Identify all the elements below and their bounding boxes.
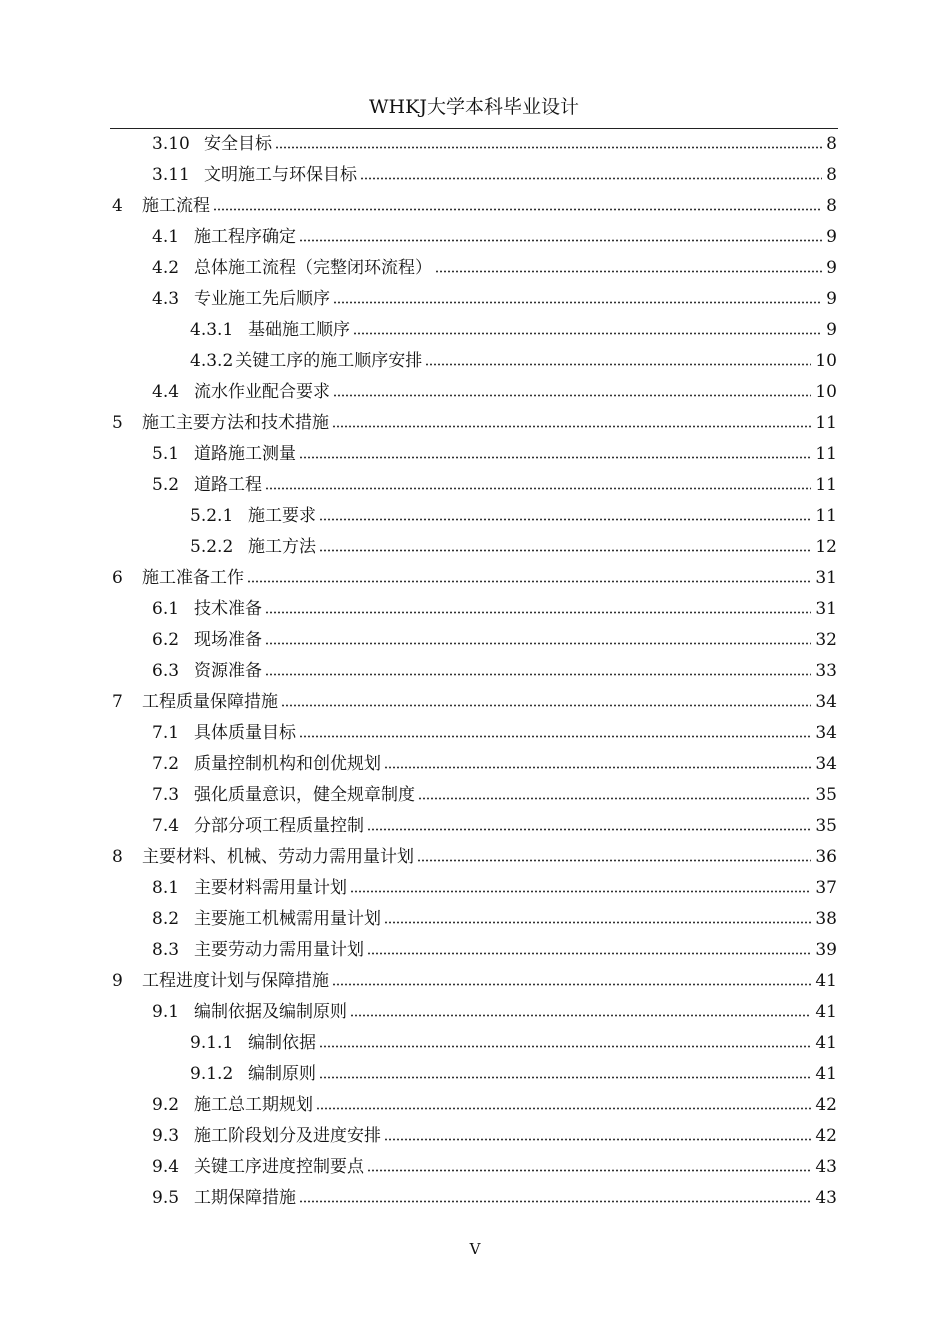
toc-dot-leader bbox=[350, 1014, 811, 1017]
toc-entry[interactable] bbox=[152, 1089, 837, 1120]
toc-dot-leader bbox=[332, 983, 811, 986]
toc-entry-title: 主要施工机械需用量计划 bbox=[194, 908, 381, 929]
toc-entry-page: 42 bbox=[815, 1094, 837, 1115]
toc-entry[interactable] bbox=[152, 779, 837, 810]
toc-entry-title: 道路工程 bbox=[194, 474, 262, 495]
toc-entry-page: 36 bbox=[815, 846, 837, 867]
toc-entry[interactable] bbox=[152, 438, 837, 469]
toc-entry[interactable] bbox=[152, 1151, 837, 1182]
toc-entry-page: 41 bbox=[815, 1001, 837, 1022]
toc-dot-leader bbox=[319, 1076, 811, 1079]
toc-entry-title: 质量控制机构和创优规划 bbox=[194, 753, 381, 774]
toc-entry-page: 41 bbox=[815, 970, 837, 991]
toc-entry-number: 7 bbox=[112, 691, 123, 712]
toc-entry-number: 7.4 bbox=[152, 815, 180, 836]
toc-entry-number: 9.2 bbox=[152, 1094, 180, 1115]
toc-entry-page: 34 bbox=[815, 753, 837, 774]
toc-entry-page: 41 bbox=[815, 1032, 837, 1053]
toc-entry-title: 施工准备工作 bbox=[142, 567, 244, 588]
toc-entry[interactable] bbox=[112, 841, 837, 872]
toc-entry[interactable] bbox=[190, 1027, 837, 1058]
toc-entry-number: 9.3 bbox=[152, 1125, 180, 1146]
toc-dot-leader bbox=[384, 921, 811, 924]
toc-entry-title: 文明施工与环保目标 bbox=[204, 164, 357, 185]
toc-dot-leader bbox=[299, 456, 811, 459]
toc-entry-title: 专业施工先后顺序 bbox=[194, 288, 330, 309]
toc-entry-page: 9 bbox=[826, 319, 837, 340]
toc-entry-page: 35 bbox=[815, 815, 837, 836]
toc-dot-leader bbox=[281, 704, 811, 707]
toc-dot-leader bbox=[247, 580, 811, 583]
toc-entry[interactable] bbox=[112, 407, 837, 438]
toc-dot-leader bbox=[332, 425, 811, 428]
toc-entry-page: 37 bbox=[815, 877, 837, 898]
toc-entry-title: 安全目标 bbox=[204, 133, 272, 154]
toc-dot-leader bbox=[367, 1169, 811, 1172]
toc-entry-number: 7.3 bbox=[152, 784, 180, 805]
toc-entry-title: 强化质量意识，健全规章制度 bbox=[194, 784, 415, 805]
toc-entry-page: 33 bbox=[815, 660, 837, 681]
toc-entry-number: 3.11 bbox=[152, 164, 190, 185]
toc-entry-title: 总体施工流程（完整闭环流程） bbox=[194, 257, 432, 278]
toc-entry-title: 主要材料需用量计划 bbox=[194, 877, 347, 898]
toc-entry[interactable] bbox=[152, 221, 837, 252]
toc-dot-leader bbox=[425, 363, 811, 366]
toc-dot-leader bbox=[384, 766, 811, 769]
toc-entry-title: 施工主要方法和技术措施 bbox=[142, 412, 329, 433]
toc-entry-number: 9 bbox=[112, 970, 123, 991]
toc-entry-page: 11 bbox=[815, 505, 837, 526]
toc-entry-number: 8.2 bbox=[152, 908, 180, 929]
toc-entry[interactable] bbox=[112, 190, 837, 221]
toc-entry-page: 31 bbox=[815, 598, 837, 619]
toc-entry-number: 4.1 bbox=[152, 226, 180, 247]
toc-entry-number: 7.1 bbox=[152, 722, 180, 743]
toc-dot-leader bbox=[316, 1107, 811, 1110]
toc-dot-leader bbox=[319, 518, 811, 521]
toc-entry-page: 43 bbox=[815, 1187, 837, 1208]
toc-entry-number: 6 bbox=[112, 567, 123, 588]
toc-entry-title: 施工流程 bbox=[142, 195, 210, 216]
toc-entry[interactable] bbox=[112, 562, 837, 593]
toc-entry-title: 施工程序确定 bbox=[194, 226, 296, 247]
toc-entry-page: 34 bbox=[815, 722, 837, 743]
toc-entry-number: 6.3 bbox=[152, 660, 180, 681]
toc-entry-page: 34 bbox=[815, 691, 837, 712]
toc-entry-number: 4.3.2 bbox=[190, 350, 234, 371]
toc-entry-page: 8 bbox=[826, 133, 837, 154]
header-title: WHKJ大学本科毕业设计 bbox=[369, 96, 579, 118]
toc-dot-leader bbox=[417, 859, 811, 862]
toc-entry[interactable] bbox=[152, 717, 837, 748]
page-footer bbox=[0, 1240, 950, 1258]
toc-entry-title: 编制原则 bbox=[248, 1063, 316, 1084]
toc-entry-number: 9.5 bbox=[152, 1187, 180, 1208]
toc-entry-page: 43 bbox=[815, 1156, 837, 1177]
toc-entry-number: 5.1 bbox=[152, 443, 180, 464]
toc-entry-title: 施工要求 bbox=[248, 505, 316, 526]
toc-entry[interactable] bbox=[152, 624, 837, 655]
toc-dot-leader bbox=[418, 797, 811, 800]
toc-dot-leader bbox=[265, 611, 811, 614]
toc-entry-number: 5.2.2 bbox=[190, 536, 234, 557]
toc-entry-title: 关键工序进度控制要点 bbox=[194, 1156, 364, 1177]
toc-dot-leader bbox=[360, 177, 822, 180]
toc-entry[interactable] bbox=[190, 500, 837, 531]
toc-entry[interactable] bbox=[152, 469, 837, 500]
toc-entry-number: 7.2 bbox=[152, 753, 180, 774]
toc-entry[interactable] bbox=[152, 252, 837, 283]
toc-entry-number: 5.2 bbox=[152, 474, 180, 495]
toc-entry-title: 工期保障措施 bbox=[194, 1187, 296, 1208]
toc-entry-page: 41 bbox=[815, 1063, 837, 1084]
toc-dot-leader bbox=[275, 146, 822, 149]
toc-entry[interactable] bbox=[152, 872, 837, 903]
toc-entry[interactable] bbox=[190, 345, 837, 376]
toc-entry[interactable] bbox=[152, 903, 837, 934]
toc-entry-number: 4 bbox=[112, 195, 123, 216]
toc-entry[interactable] bbox=[152, 376, 837, 407]
toc-entry-page: 35 bbox=[815, 784, 837, 805]
toc-entry-title: 道路施工测量 bbox=[194, 443, 296, 464]
toc-entry[interactable] bbox=[152, 934, 837, 965]
toc-entry[interactable] bbox=[152, 748, 837, 779]
toc-entry-title: 关键工序的施工顺序安排 bbox=[235, 350, 423, 371]
toc-entry[interactable] bbox=[152, 1182, 837, 1213]
toc-dot-leader bbox=[367, 828, 811, 831]
toc-dot-leader bbox=[319, 1045, 811, 1048]
toc-dot-leader bbox=[265, 642, 811, 645]
toc-entry-number: 9.1 bbox=[152, 1001, 180, 1022]
toc-dot-leader bbox=[435, 270, 822, 273]
toc-entry-title: 流水作业配合要求 bbox=[194, 381, 330, 402]
toc-entry[interactable] bbox=[152, 810, 837, 841]
toc-entry-title: 分部分项工程质量控制 bbox=[194, 815, 364, 836]
toc-entry-title: 基础施工顺序 bbox=[248, 319, 350, 340]
toc-entry-page: 11 bbox=[815, 443, 837, 464]
toc-dot-leader bbox=[265, 673, 811, 676]
toc-dot-leader bbox=[299, 239, 822, 242]
toc-entry-number: 3.10 bbox=[152, 133, 190, 154]
toc-entry-number: 6.1 bbox=[152, 598, 180, 619]
toc-entry[interactable] bbox=[112, 686, 837, 717]
toc-dot-leader bbox=[333, 394, 811, 397]
toc-entry-page: 9 bbox=[826, 288, 837, 309]
toc-entry-page: 8 bbox=[826, 195, 837, 216]
toc-entry-page: 11 bbox=[815, 474, 837, 495]
toc-dot-leader bbox=[384, 1138, 811, 1141]
toc-dot-leader bbox=[213, 208, 822, 211]
toc-dot-leader bbox=[367, 952, 811, 955]
toc-entry-title: 技术准备 bbox=[194, 598, 262, 619]
toc-entry-number: 9.1.1 bbox=[190, 1032, 234, 1053]
toc-entry[interactable] bbox=[152, 283, 837, 314]
toc-entry[interactable] bbox=[152, 128, 837, 159]
toc-entry-title: 现场准备 bbox=[194, 629, 262, 650]
toc-entry-page: 42 bbox=[815, 1125, 837, 1146]
toc-entry[interactable] bbox=[190, 531, 837, 562]
toc-entry[interactable] bbox=[152, 996, 837, 1027]
toc-entry-title: 施工总工期规划 bbox=[194, 1094, 313, 1115]
toc-entry[interactable] bbox=[152, 593, 837, 624]
toc-entry-number: 4.2 bbox=[152, 257, 180, 278]
toc-entry-number: 5 bbox=[112, 412, 123, 433]
toc-dot-leader bbox=[299, 1200, 811, 1203]
toc-entry-number: 5.2.1 bbox=[190, 505, 234, 526]
toc-dot-leader bbox=[319, 549, 811, 552]
toc-entry-page: 9 bbox=[826, 257, 837, 278]
toc-entry-number: 6.2 bbox=[152, 629, 180, 650]
toc-entry-page: 39 bbox=[815, 939, 837, 960]
page-number: V bbox=[469, 1240, 481, 1258]
toc-entry-title: 编制依据 bbox=[248, 1032, 316, 1053]
toc-entry-page: 11 bbox=[815, 412, 837, 433]
toc-entry-number: 9.4 bbox=[152, 1156, 180, 1177]
toc-dot-leader bbox=[353, 332, 822, 335]
toc-entry-title: 工程进度计划与保障措施 bbox=[142, 970, 329, 991]
toc-entry[interactable] bbox=[112, 965, 837, 996]
toc-entry-title: 施工阶段划分及进度安排 bbox=[194, 1125, 381, 1146]
toc-entry-page: 10 bbox=[815, 381, 837, 402]
toc-entry-title: 主要劳动力需用量计划 bbox=[194, 939, 364, 960]
toc-entry-number: 4.3 bbox=[152, 288, 180, 309]
toc-entry[interactable] bbox=[190, 1058, 837, 1089]
toc-dot-leader bbox=[350, 890, 811, 893]
toc-dot-leader bbox=[299, 735, 811, 738]
toc-entry[interactable] bbox=[152, 1120, 837, 1151]
toc-entry-number: 8 bbox=[112, 846, 123, 867]
toc-entry-number: 9.1.2 bbox=[190, 1063, 234, 1084]
toc-entry-number: 4.4 bbox=[152, 381, 180, 402]
toc-entry-page: 31 bbox=[815, 567, 837, 588]
toc-entry-page: 38 bbox=[815, 908, 837, 929]
toc-entry-page: 9 bbox=[826, 226, 837, 247]
toc-entry-title: 主要材料、机械、劳动力需用量计划 bbox=[142, 846, 414, 867]
toc-dot-leader bbox=[265, 487, 811, 490]
toc-entry[interactable] bbox=[152, 655, 837, 686]
toc-entry-title: 工程质量保障措施 bbox=[142, 691, 278, 712]
toc-entry-page: 10 bbox=[815, 350, 837, 371]
page-header bbox=[110, 92, 838, 126]
toc-entry-number: 8.3 bbox=[152, 939, 180, 960]
toc-entry-title: 施工方法 bbox=[248, 536, 316, 557]
toc-entry[interactable] bbox=[152, 159, 837, 190]
toc-dot-leader bbox=[333, 301, 822, 304]
toc-entry-page: 12 bbox=[815, 536, 837, 557]
toc-entry-page: 32 bbox=[815, 629, 837, 650]
toc-entry[interactable] bbox=[190, 314, 837, 345]
toc-entry-number: 4.3.1 bbox=[190, 319, 234, 340]
toc-entry-title: 资源准备 bbox=[194, 660, 262, 681]
toc-entry-title: 编制依据及编制原则 bbox=[194, 1001, 347, 1022]
toc-entry-title: 具体质量目标 bbox=[194, 722, 296, 743]
toc-entry-page: 8 bbox=[826, 164, 837, 185]
toc-entry-number: 8.1 bbox=[152, 877, 180, 898]
